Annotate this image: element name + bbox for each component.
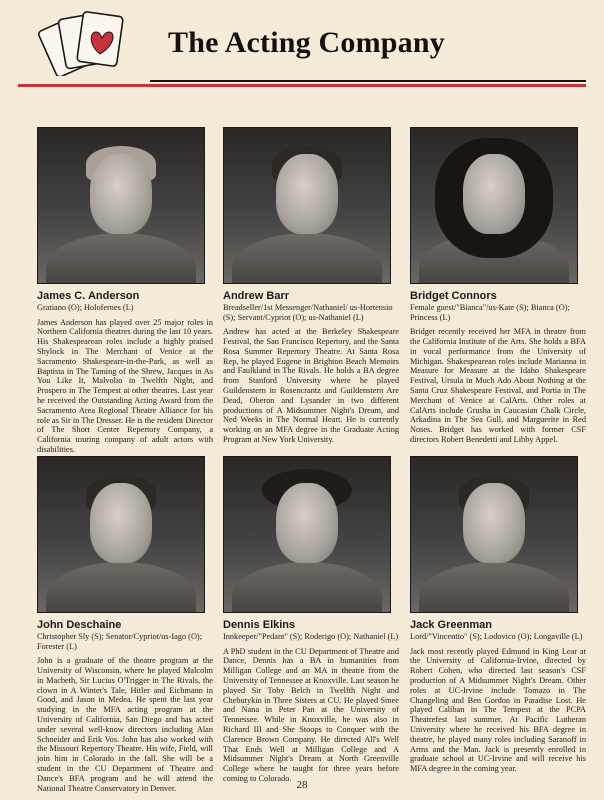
actor-roles: Breadseller/1st Messenger/Nathaniel/ us-Hortensio (S); Servant/Cypriot (O); us-Nathaniel (L) bbox=[223, 303, 393, 322]
actor-bio: Andrew has acted at the Berkeley Shakespeare Festival, the San Francisco Repertory, and the Santa Rosa Summer Repertory Theatre. At Santa Rosa Rep, he played Eugene in Brighton Beach Memoirs and Faulkland in The Rivals. He holds a BA degree from Stanford University where he played Guildenstern in Rosencrantz and Guildenstern Are Dead, Oberon and Lysander in two different productions of A Midsummer Night's Dream, and Ned Weeks in The Normal Heart. He is currently working on an MFA degree in the Graduate Acting Program at New York University. bbox=[223, 327, 399, 444]
header-rule-red bbox=[18, 84, 586, 87]
page-number: 28 bbox=[296, 779, 308, 791]
actor-card bbox=[37, 456, 213, 793]
actor-card bbox=[410, 127, 586, 445]
actor-bio: Jack most recently played Edmund in King Lear at the University of California-Irvine, directed by Robert Cohen, who directed last season's CSF production of A Midsummer Night's Dream. Other roles at UC-Irvine include Tomazo in The Changeling and Ben Gordon in Paradise Lost. He played Caliban in The Tempest at the PCPA Theatrefest last summer. At Pacific Lutheran University where he received his BFA degree in theatre, he played many roles including Saranoff in Arms and the Man. Jack is presently enrolled in graduate school at UC-Irvine and will receive his MFA degree in the coming year. bbox=[410, 646, 586, 774]
actor-photo bbox=[37, 456, 205, 613]
actor-bio: John is a graduate of the theatre program at the University of Wisconsin, where he played Malcolm in Macbeth, Sir Lucius O'Trigger in The Rivals, the clown in A Winter's Tale, Hitler and Eichmann in Good, and Jason in Medea. He spent the last year studying in the MFA acting program at the University of California, San Diego and has acted under several well-know directors including Alan Schneider and Erik Vos. John has also worked with the Missouri Repertory Theatre. His wife, Field, will join him in Colorado in the fall. She will be a student in the CU Department of Theatre and Dance's BFA program and he will attend the National Theatre Conservatory in Denver. bbox=[37, 656, 213, 793]
actor-bio: Bridget recently received her MFA in theatre from the California Institute of the Arts. She holds a BFA in vocal performance from the University of Michigan. Shakespearean roles include Marianna in Measure for Measure at the Idaho Shakespeare Festival, Ursula in Much Ado About Nothing at the Santa Cruz Shakespeare Festival, and Portia in The Merchant of Venice at CalArts. Other roles at CalArts include Grusha in Caucasian Chalk Circle, Arkadina in The Sea Gull, and Marguerite in Red Noses. Bridget has worked with former CSF directors Robert Benedetti and Libby Appel. bbox=[410, 327, 586, 444]
actor-roles: Christopher Sly (S); Senator/Cypriot/us-Iago (O); Forester (L) bbox=[37, 632, 202, 651]
header-rule-black bbox=[150, 80, 586, 82]
actor-name: John Deschaine bbox=[37, 619, 122, 631]
actor-photo bbox=[223, 456, 391, 613]
actor-bio: James Anderson has played over 25 major roles in Northern California theatres during the last 10 years. His Shakespearean roles include a highly praised Shylock in The Merchant of Venice at the Sacramento Shakespeare-in-the-Park, as well as Baptista in The Taming of the Shrew, Jacques in As You Like It, Malvolio in Twelfth Night, and Prospero in The Tempest at other theatres. Last year he received the Outstanding Acting Award from the Sacramento Area Regional Theatre Alliance for his role as Sir in The Dresser. He is the resident Director of The Short Center Repertory Company, a California touring company of adult actors with disabilities. bbox=[37, 317, 213, 454]
actor-photo bbox=[223, 127, 391, 284]
actor-name: Andrew Barr bbox=[223, 290, 290, 302]
actor-bio: A PhD student in the CU Department of Theatre and Dance, Dennis has a BA in humanities from Milligan College and an MA in theatre from the University of Tennessee at Knoxville. Last season he played Sir Toby Belch in Twelfth Night and Chebutykin in Three Sisters at CU. He played Smee and Nana in Peter Pan at the University of Tennessee. While in Knoxville, he was also in Richard III and She Stoops to Conquer with the Clarence Brown Company. He directed All's Well That Ends Well at Milligan College and A Midsummer Night's Dream at North Greenville College where he taught for three years before coming to Colorado. bbox=[223, 646, 399, 783]
actor-name: James C. Anderson bbox=[37, 290, 140, 302]
actor-name: Dennis Elkins bbox=[223, 619, 296, 631]
actor-roles: Gratiano (O); Holofernes (L) bbox=[37, 303, 134, 312]
actor-card bbox=[410, 456, 586, 774]
actor-card bbox=[223, 127, 399, 445]
actor-card bbox=[37, 127, 213, 455]
actor-name: Jack Greenman bbox=[410, 619, 492, 631]
actor-photo bbox=[410, 127, 578, 284]
actor-card bbox=[223, 456, 399, 784]
actor-roles: Innkeeper/"Pedant" (S); Roderigo (O); Nathaniel (L) bbox=[223, 632, 399, 641]
actor-roles: Lord/"Vincentio" (S); Lodovico (O); Longaville (L) bbox=[410, 632, 583, 641]
actor-name: Bridget Connors bbox=[410, 290, 497, 302]
actor-photo bbox=[410, 456, 578, 613]
page-title: The Acting Company bbox=[168, 26, 445, 59]
actor-roles: Female guest/"Bianca"/us-Kate (S); Bianca (O); Princess (L) bbox=[410, 303, 570, 322]
actor-photo bbox=[37, 127, 205, 284]
playing-cards-heart-icon bbox=[30, 6, 150, 76]
